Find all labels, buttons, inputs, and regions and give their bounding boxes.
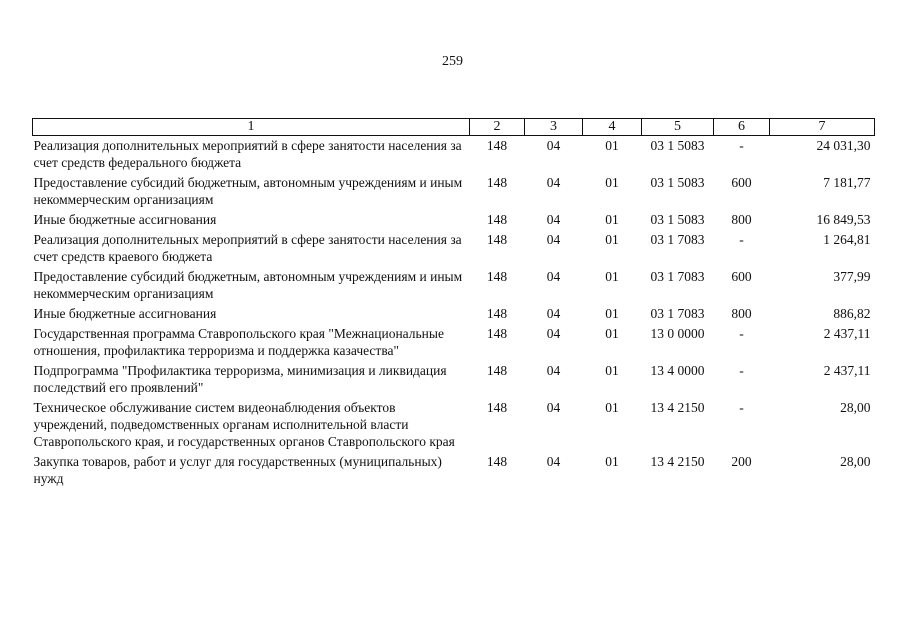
column-header-2: 2 [470, 119, 525, 136]
row-code-3: 04 [546, 326, 561, 341]
row-name: Подпрограмма "Профилактика терроризма, минимизация и ликвидация последствий его проявлений" [33, 363, 447, 395]
row-code-5: 13 4 2150 [650, 400, 705, 415]
table-row [33, 231, 875, 268]
row-name: Реализация дополнительных мероприятий в сфере занятости населения за счет средств краевого бюджета [33, 232, 462, 264]
row-code-5: 13 0 0000 [650, 326, 705, 341]
table-row [33, 305, 875, 325]
budget-table [32, 118, 875, 490]
table-row [33, 325, 875, 362]
column-header-7: 7 [770, 119, 875, 136]
row-amount: 2 437,11 [823, 326, 871, 341]
row-code-3: 04 [546, 138, 561, 153]
row-code-3: 04 [546, 175, 561, 190]
row-code-3: 04 [546, 212, 561, 227]
row-code-3: 04 [546, 269, 561, 284]
table-row [33, 399, 875, 453]
table-row [33, 362, 875, 399]
row-code-4: 01 [605, 306, 619, 321]
row-name: Иные бюджетные ассигнования [33, 306, 217, 321]
table-header-row [33, 119, 875, 136]
row-code-5: 03 1 7083 [650, 269, 705, 284]
row-code-6: - [739, 400, 744, 415]
row-code-5: 03 1 7083 [650, 232, 705, 247]
column-header-3: 3 [525, 119, 583, 136]
row-code-5: 03 1 5083 [650, 138, 705, 153]
row-code-2: 148 [486, 400, 508, 415]
column-header-1: 1 [33, 119, 470, 136]
row-code-2: 148 [486, 269, 508, 284]
row-code-5: 13 4 2150 [650, 454, 705, 469]
table-body [33, 136, 875, 491]
row-code-4: 01 [605, 212, 619, 227]
row-code-3: 04 [546, 306, 561, 321]
row-code-4: 01 [605, 400, 619, 415]
row-code-4: 01 [605, 138, 619, 153]
row-code-2: 148 [486, 138, 508, 153]
row-code-5: 13 4 0000 [650, 363, 705, 378]
row-code-4: 01 [605, 454, 619, 469]
row-code-6: 200 [731, 454, 752, 469]
page-number: 259 [442, 54, 463, 69]
row-name: Предоставление субсидий бюджетным, автономным учреждениям и иным некоммерческим организациям [33, 269, 463, 301]
table-row [33, 268, 875, 305]
row-code-4: 01 [605, 269, 619, 284]
row-name: Реализация дополнительных мероприятий в сфере занятости населения за счет средств федерального бюджета [33, 138, 462, 170]
row-code-6: - [739, 138, 744, 153]
row-name: Государственная программа Ставропольского края "Межнациональные отношения, профилактика терроризма и поддержка казачества" [33, 326, 444, 358]
row-code-6: 800 [731, 306, 752, 321]
row-code-5: 03 1 7083 [650, 306, 705, 321]
row-code-3: 04 [546, 232, 561, 247]
row-code-4: 01 [605, 232, 619, 247]
row-code-5: 03 1 5083 [650, 212, 705, 227]
row-code-6: 600 [731, 175, 752, 190]
row-code-6: - [739, 326, 744, 341]
column-header-6: 6 [714, 119, 770, 136]
row-amount: 16 849,53 [816, 212, 871, 227]
row-code-3: 04 [546, 454, 561, 469]
row-amount: 24 031,30 [816, 138, 871, 153]
row-code-2: 148 [486, 232, 508, 247]
row-amount: 377,99 [833, 269, 871, 284]
column-header-4: 4 [583, 119, 642, 136]
row-code-4: 01 [605, 326, 619, 341]
row-code-6: - [739, 232, 744, 247]
table-row [33, 453, 875, 490]
row-code-2: 148 [486, 175, 508, 190]
row-name: Техническое обслуживание систем видеонаблюдения объектов учреждений, подведомственных органам исполнительной власти Ставропольского края, и государственных органов Ставропольского края [33, 400, 455, 449]
row-code-2: 148 [486, 363, 508, 378]
row-code-6: 600 [731, 269, 752, 284]
row-amount: 886,82 [833, 306, 871, 321]
row-amount: 7 181,77 [823, 175, 871, 190]
row-code-2: 148 [486, 326, 508, 341]
row-amount: 28,00 [840, 400, 871, 415]
table-row [33, 174, 875, 211]
row-amount: 2 437,11 [823, 363, 871, 378]
table-row [33, 136, 875, 175]
column-header-5: 5 [642, 119, 714, 136]
row-code-3: 04 [546, 363, 561, 378]
row-code-4: 01 [605, 363, 619, 378]
row-code-4: 01 [605, 175, 619, 190]
row-amount: 1 264,81 [823, 232, 871, 247]
row-name: Предоставление субсидий бюджетным, автономным учреждениям и иным некоммерческим организациям [33, 175, 463, 207]
table-row [33, 211, 875, 231]
row-code-2: 148 [486, 454, 508, 469]
row-name: Закупка товаров, работ и услуг для государственных (муниципальных) нужд [33, 454, 442, 486]
row-code-6: 800 [731, 212, 752, 227]
row-code-3: 04 [546, 400, 561, 415]
row-name: Иные бюджетные ассигнования [33, 212, 217, 227]
row-code-2: 148 [486, 306, 508, 321]
row-code-2: 148 [486, 212, 508, 227]
row-amount: 28,00 [840, 454, 871, 469]
row-code-5: 03 1 5083 [650, 175, 705, 190]
row-code-6: - [739, 363, 744, 378]
